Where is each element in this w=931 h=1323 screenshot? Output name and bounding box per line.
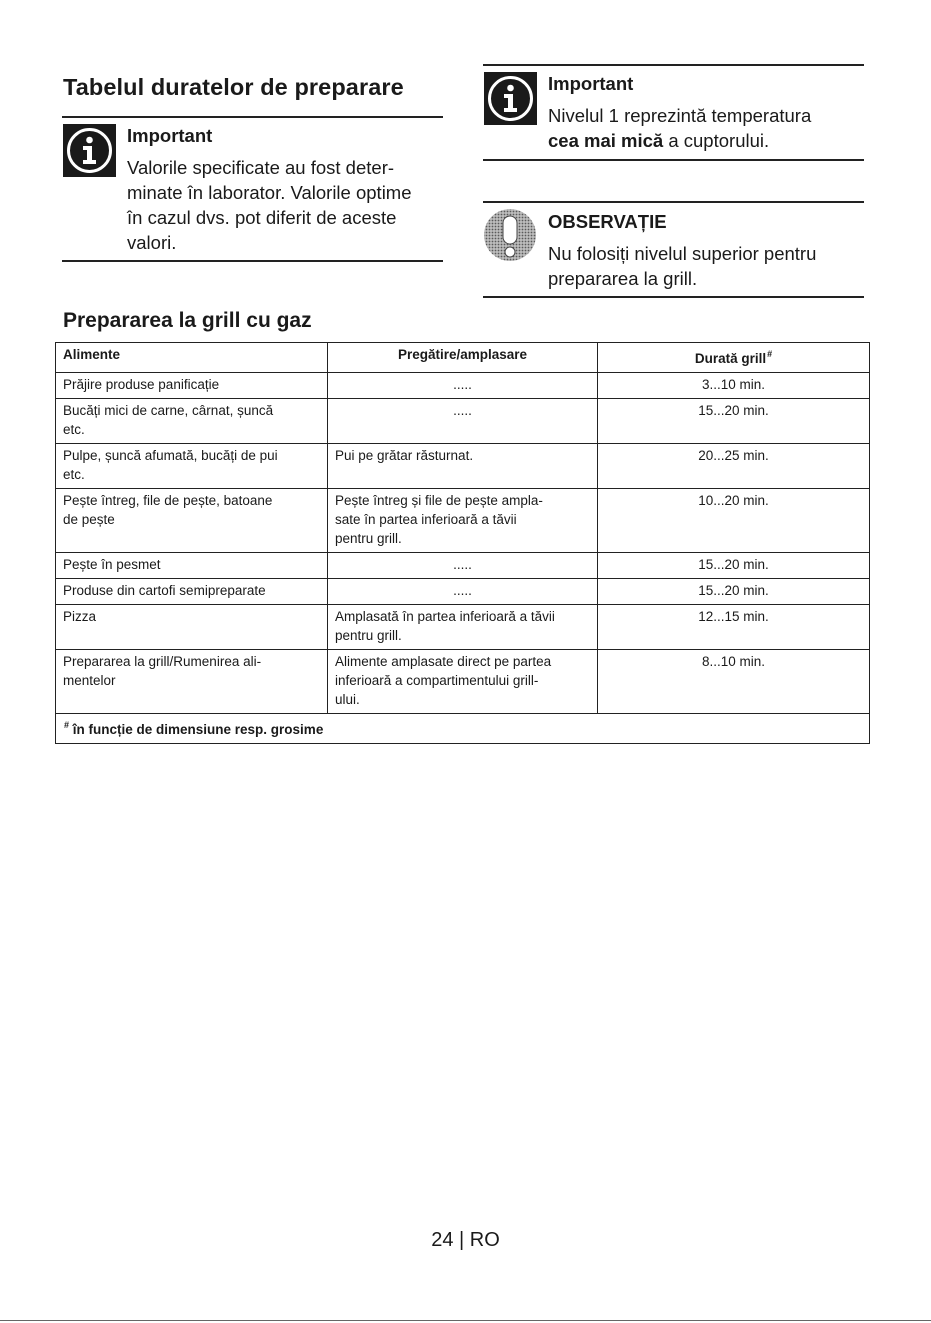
divider <box>483 64 864 66</box>
column-header-preparation: Pregătire/amplasare <box>328 343 598 373</box>
preparation-cell <box>328 650 598 714</box>
cell-line: Prăjire produse panificație <box>63 377 220 392</box>
note-text <box>127 155 447 255</box>
table-row <box>56 373 870 399</box>
cell-line: Produse din cartofi semipreparate <box>63 583 266 598</box>
duration-cell: 8...10 min. <box>598 650 870 714</box>
divider <box>483 159 864 161</box>
cell-line: ului. <box>335 692 360 707</box>
preparation-cell <box>328 553 598 579</box>
table-footnote-row <box>56 714 870 744</box>
column-header-food: Alimente <box>56 343 328 373</box>
section-title: Prepararea la grill cu gaz <box>63 309 312 332</box>
table-row <box>56 579 870 605</box>
cell-line: Pulpe, șuncă afumată, bucăți de pui <box>63 448 278 463</box>
page-number: 24 | RO <box>431 1229 500 1251</box>
cell-line: etc. <box>63 467 85 482</box>
page-title: Tabelul duratelor de preparare <box>63 74 404 100</box>
grill-table <box>55 342 870 744</box>
table-row <box>56 605 870 650</box>
footnote-mark: # <box>64 720 70 730</box>
note-line <box>548 128 868 153</box>
info-icon <box>484 72 537 125</box>
divider <box>483 201 864 203</box>
cell-line: Prepararea la grill/Rumenirea ali- <box>63 654 262 669</box>
warning-icon <box>482 207 538 263</box>
food-cell <box>56 650 328 714</box>
column-header-duration-label: Durată grill <box>694 351 767 366</box>
cell-line: inferioară a compartimentului grill- <box>335 673 539 688</box>
preparation-cell <box>328 373 598 399</box>
cell-line: pentru grill. <box>335 531 402 546</box>
cell-line: Pește întreg, file de pește, batoane <box>63 493 273 508</box>
food-cell <box>56 399 328 444</box>
note-line: Valorile specificate au fost deter- <box>127 157 395 178</box>
empty-placeholder: ..... <box>453 403 472 418</box>
note-heading: Important <box>548 73 634 94</box>
note-line: prepararea la grill. <box>548 268 698 289</box>
note-line: în cazul dvs. pot diferit de aceste <box>127 207 397 228</box>
duration-cell: 15...20 min. <box>598 553 870 579</box>
table-row <box>56 399 870 444</box>
empty-placeholder: ..... <box>453 557 472 572</box>
cell-line: Pizza <box>63 609 97 624</box>
page-edge <box>0 1320 931 1321</box>
duration-cell: 10...20 min. <box>598 489 870 553</box>
note-heading: OBSERVAȚIE <box>548 211 667 232</box>
divider <box>62 260 443 262</box>
preparation-cell <box>328 605 598 650</box>
preparation-cell <box>328 489 598 553</box>
preparation-cell <box>328 579 598 605</box>
cell-line: mentelor <box>63 673 116 688</box>
duration-cell: 3...10 min. <box>598 373 870 399</box>
cell-line: de pește <box>63 512 115 527</box>
note-text <box>548 241 868 291</box>
table-row <box>56 650 870 714</box>
table-footnote <box>56 714 870 744</box>
column-header-duration <box>598 343 870 373</box>
duration-cell: 15...20 min. <box>598 579 870 605</box>
cell-line: Alimente amplasate direct pe partea <box>335 654 552 669</box>
empty-placeholder: ..... <box>453 583 472 598</box>
duration-cell: 12...15 min. <box>598 605 870 650</box>
duration-cell: 20...25 min. <box>598 444 870 489</box>
preparation-cell <box>328 444 598 489</box>
food-cell <box>56 489 328 553</box>
duration-cell: 15...20 min. <box>598 399 870 444</box>
note-line: Nivelul 1 reprezintă temperatura <box>548 105 812 126</box>
food-cell <box>56 605 328 650</box>
cell-line: Pește în pesmet <box>63 557 161 572</box>
info-icon <box>63 124 116 177</box>
table-row <box>56 444 870 489</box>
table-header-row <box>56 343 870 373</box>
cell-line: Amplasată în partea inferioară a tăvii <box>335 609 555 624</box>
cell-line: sate în partea inferioară a tăvii <box>335 512 517 527</box>
food-cell <box>56 373 328 399</box>
cell-line: Pește întreg și file de pește ampla- <box>335 493 543 508</box>
emphasis: cea mai mică <box>548 130 664 151</box>
footnote-text: în funcție de dimensiune resp. grosime <box>69 722 324 737</box>
table-row <box>56 489 870 553</box>
note-text <box>548 103 868 153</box>
table-row <box>56 553 870 579</box>
food-cell <box>56 553 328 579</box>
note-heading: Important <box>127 125 213 146</box>
note-line: Nu folosiți nivelul superior pentru <box>548 243 817 264</box>
divider <box>483 296 864 298</box>
divider <box>62 116 443 118</box>
cell-line: etc. <box>63 422 85 437</box>
note-line: valori. <box>127 232 177 253</box>
food-cell <box>56 444 328 489</box>
note-line-rest: a cuptorului. <box>663 130 770 151</box>
cell-line: Pui pe grătar răsturnat. <box>335 448 474 463</box>
cell-line: Bucăți mici de carne, cârnat, șuncă <box>63 403 274 418</box>
note-line: minate în laborator. Valorile optime <box>127 182 412 203</box>
cell-line: pentru grill. <box>335 628 402 643</box>
footnote-mark: # <box>767 349 773 359</box>
preparation-cell <box>328 399 598 444</box>
empty-placeholder: ..... <box>453 377 472 392</box>
food-cell <box>56 579 328 605</box>
